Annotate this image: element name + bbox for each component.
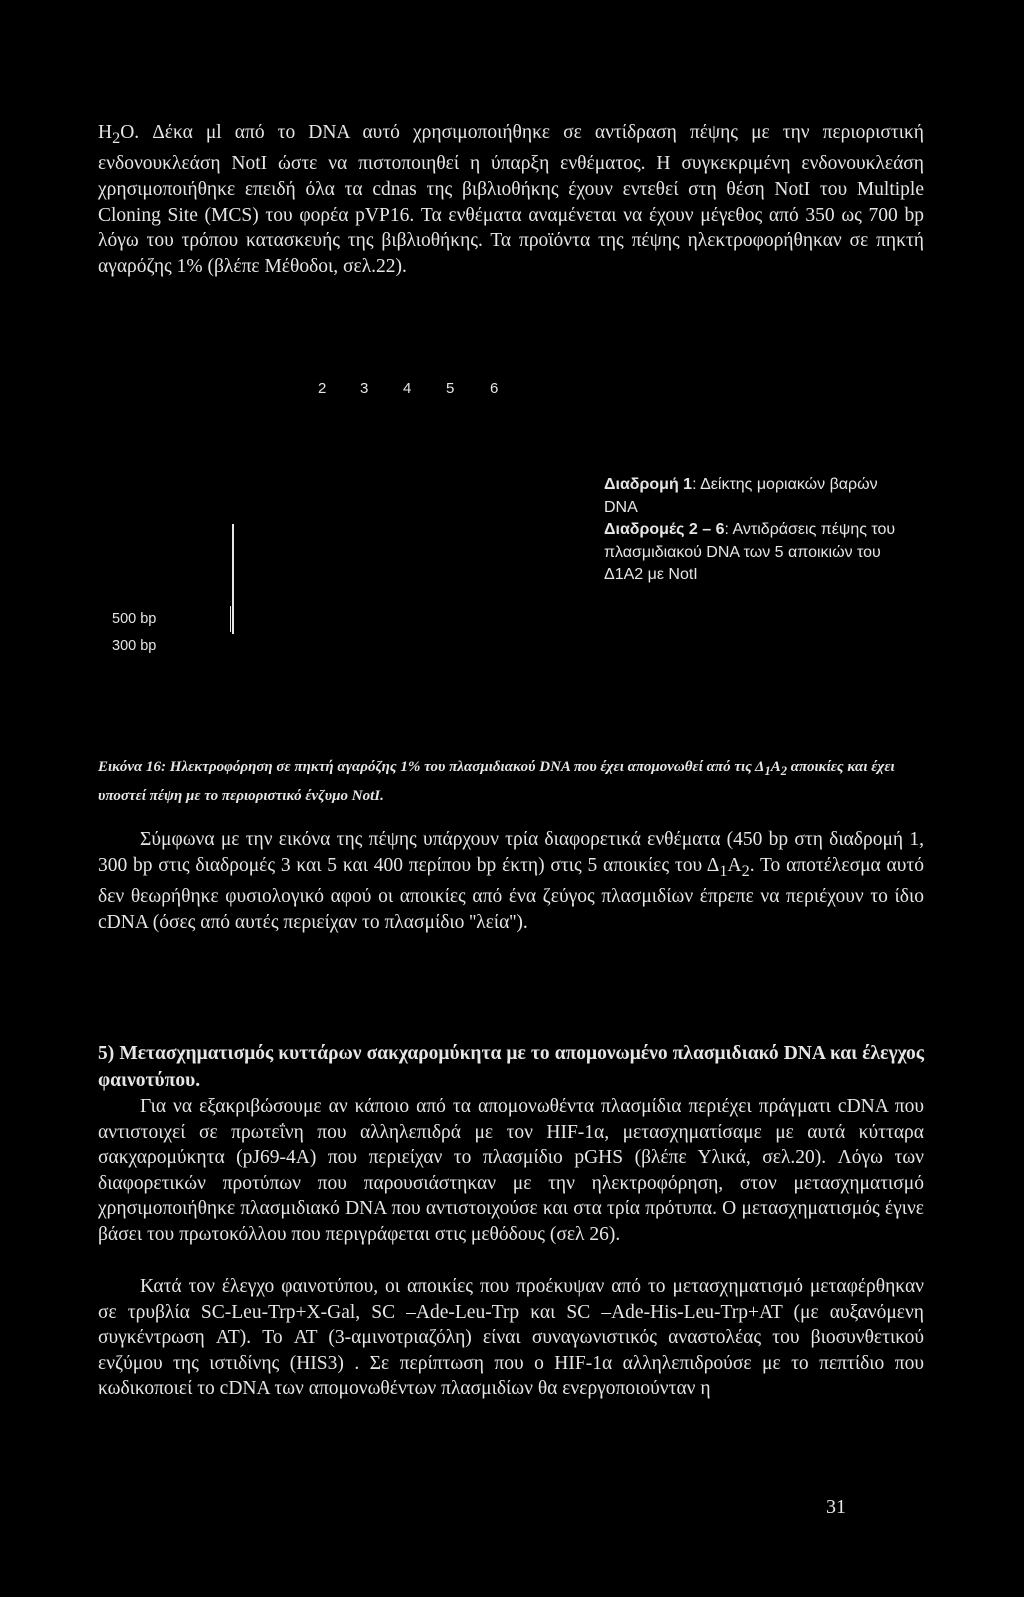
legend-lanes-label: Διαδρομές 2 – 6 <box>604 521 725 538</box>
caption-text: : Ηλεκτροφόρηση σε πηκτή αγαρόζης 1% του πλασμιδιακού DNA που έχει απομονωθεί από τις Δ <box>161 759 765 775</box>
lane-number: 6 <box>490 380 499 397</box>
paragraph-subscript: 1 <box>719 861 728 880</box>
marker-300bp: 300 bp <box>112 638 157 654</box>
paragraph-bottom-1: Για να εξακριβώσουμε αν κάποιο από τα απομονωθέντα πλασμίδια περιέχει πράγματι cDNA που αντιστοιχεί σε πρωτεΐνη που αλληλεπιδρά με τον HIF-1α, μετασχηματίσαμε με αυτά κύτταρα σακχαρομύκητα (pJ69-4A) που περιείχαν το πλασμίδιο pGHS (βλέπε Υλικά, σελ.20). Λόγω των διαφορετικών προτύπων που παρουσιάστηκαν με την ηλεκτροφόρηση, στον μετασχηματισμό χρησιμοποιήθηκε πλασμιδιακό DNA που αντιστοιχούσε και στα τρία πρότυπα. Ο μετασχηματισμός έγινε βάσει του πρωτοκόλλου που περιγράφεται στις μεθόδους (σελ 26). <box>98 1096 924 1245</box>
section-heading: 5) Μετασχηματισμός κυττάρων σακχαρομύκητα με το απομονωμένο πλασμιδιακό DNA και έλεγχος φαινοτύπου. <box>98 1043 924 1091</box>
paragraph-bottom-2: Κατά τον έλεγχο φαινοτύπου, οι αποικίες που προέκυψαν από το μετασχηματισμό μεταφέρθηκαν σε τρυβλία SC-Leu-Trp+X-Gal, SC –Ade-Leu-Trp και SC –Ade-His-Leu-Trp+AT (με αυξανόμενη συγκέντρωση AT). Το AT (3-αμινοτριαζόλη) είναι συναγωνιστικός αναστολέας του βιοσυνθετικού ενζύμου της ιστιδίνης (HIS3) . Σε περίπτωση που ο HIF-1α αλληλεπιδρούσε με το πεπτίδιο που κωδικοποιεί το cDNA των απομονωθέντων πλασμιδίων θα ενεργοποιούνταν η <box>98 1276 924 1400</box>
h2o-prefix: H <box>98 122 113 143</box>
figure-caption <box>98 755 924 809</box>
page-number: 31 <box>826 1496 846 1518</box>
lane-number: 4 <box>403 380 412 397</box>
caption-label: Εικόνα 16 <box>98 759 162 775</box>
legend-lane1-text: : Δείκτης μοριακών βαρών DNA <box>604 476 878 516</box>
marker-500bp: 500 bp <box>112 611 157 627</box>
paragraph-top-text: O. Δέκα μl από το DNA αυτό χρησιμοποιήθηκε σε αντίδραση πέψης με την περιοριστική ενδονουκλεάση NotI ώστε να πιστοποιηθεί η ύπαρξη ενθέματος. Η συγκεκριμένη ενδονουκλεάση χρησιμοποιήθηκε επειδή όλα τα cdnas της βιβλιοθήκης έχουν εντεθεί στη θέση NotI του Multiple Cloning Site (MCS) του φορέα pVP16. Τα ενθέματα αναμένεται να έχουν μέγεθος από 350 ως 700 bp λόγω του τρόπου κατασκευής της βιβλιοθήκης. Τα προϊόντα της πέψης ηλεκτροφορήθηκαν σε πηκτή αγαρόζης 1% (βλέπε Μέθοδοι, σελ.22). <box>98 122 924 277</box>
caption-text: αποικίες και έχει υποστεί πέψη με το περιοριστικό ένζυμο NotI. <box>98 759 895 804</box>
h2o-subscript: 2 <box>112 128 121 147</box>
paragraph-subscript: 2 <box>741 861 750 880</box>
caption-subscript: 2 <box>780 764 787 778</box>
lane-number: 5 <box>446 380 455 397</box>
lane-number: 3 <box>360 380 369 397</box>
paragraph-top <box>98 120 924 279</box>
legend-lane1-label: Διαδρομή 1 <box>604 476 693 493</box>
paragraph-middle-text: . Το αποτέλεσμα αυτό δεν θεωρήθηκε φυσιολογικό αφού οι αποικίες από ένα ζεύγος πλασμιδίων έπρεπε να περιέχουν το ίδιο cDNA (όσες από αυτές περιείχαν το πλασμίδιο ''λεία''). <box>98 854 924 933</box>
paragraph-middle-text: Α <box>727 854 742 876</box>
legend-lanes-text: : Αντιδράσεις πέψης του πλασμιδιακού DNA των 5 αποικιών του Δ1Α2 με NotI <box>604 521 896 583</box>
gel-lane-edge <box>230 606 231 632</box>
paragraph-middle-text: Σύμφωνα με την εικόνα της πέψης υπάρχουν τρία διαφορετικά ενθέματα (450 bp στη διαδρομή 1, 300 bp στις διαδρομές 3 και 5 και 400 περίπου bp έκτη) στις 5 αποικίες του Δ <box>98 829 924 876</box>
gel-lane-edge <box>232 524 234 634</box>
figure-legend <box>604 474 904 587</box>
caption-text: Α <box>770 759 781 775</box>
caption-subscript: 1 <box>764 764 771 778</box>
paragraph-middle <box>98 827 924 935</box>
lane-number: 2 <box>318 380 327 397</box>
